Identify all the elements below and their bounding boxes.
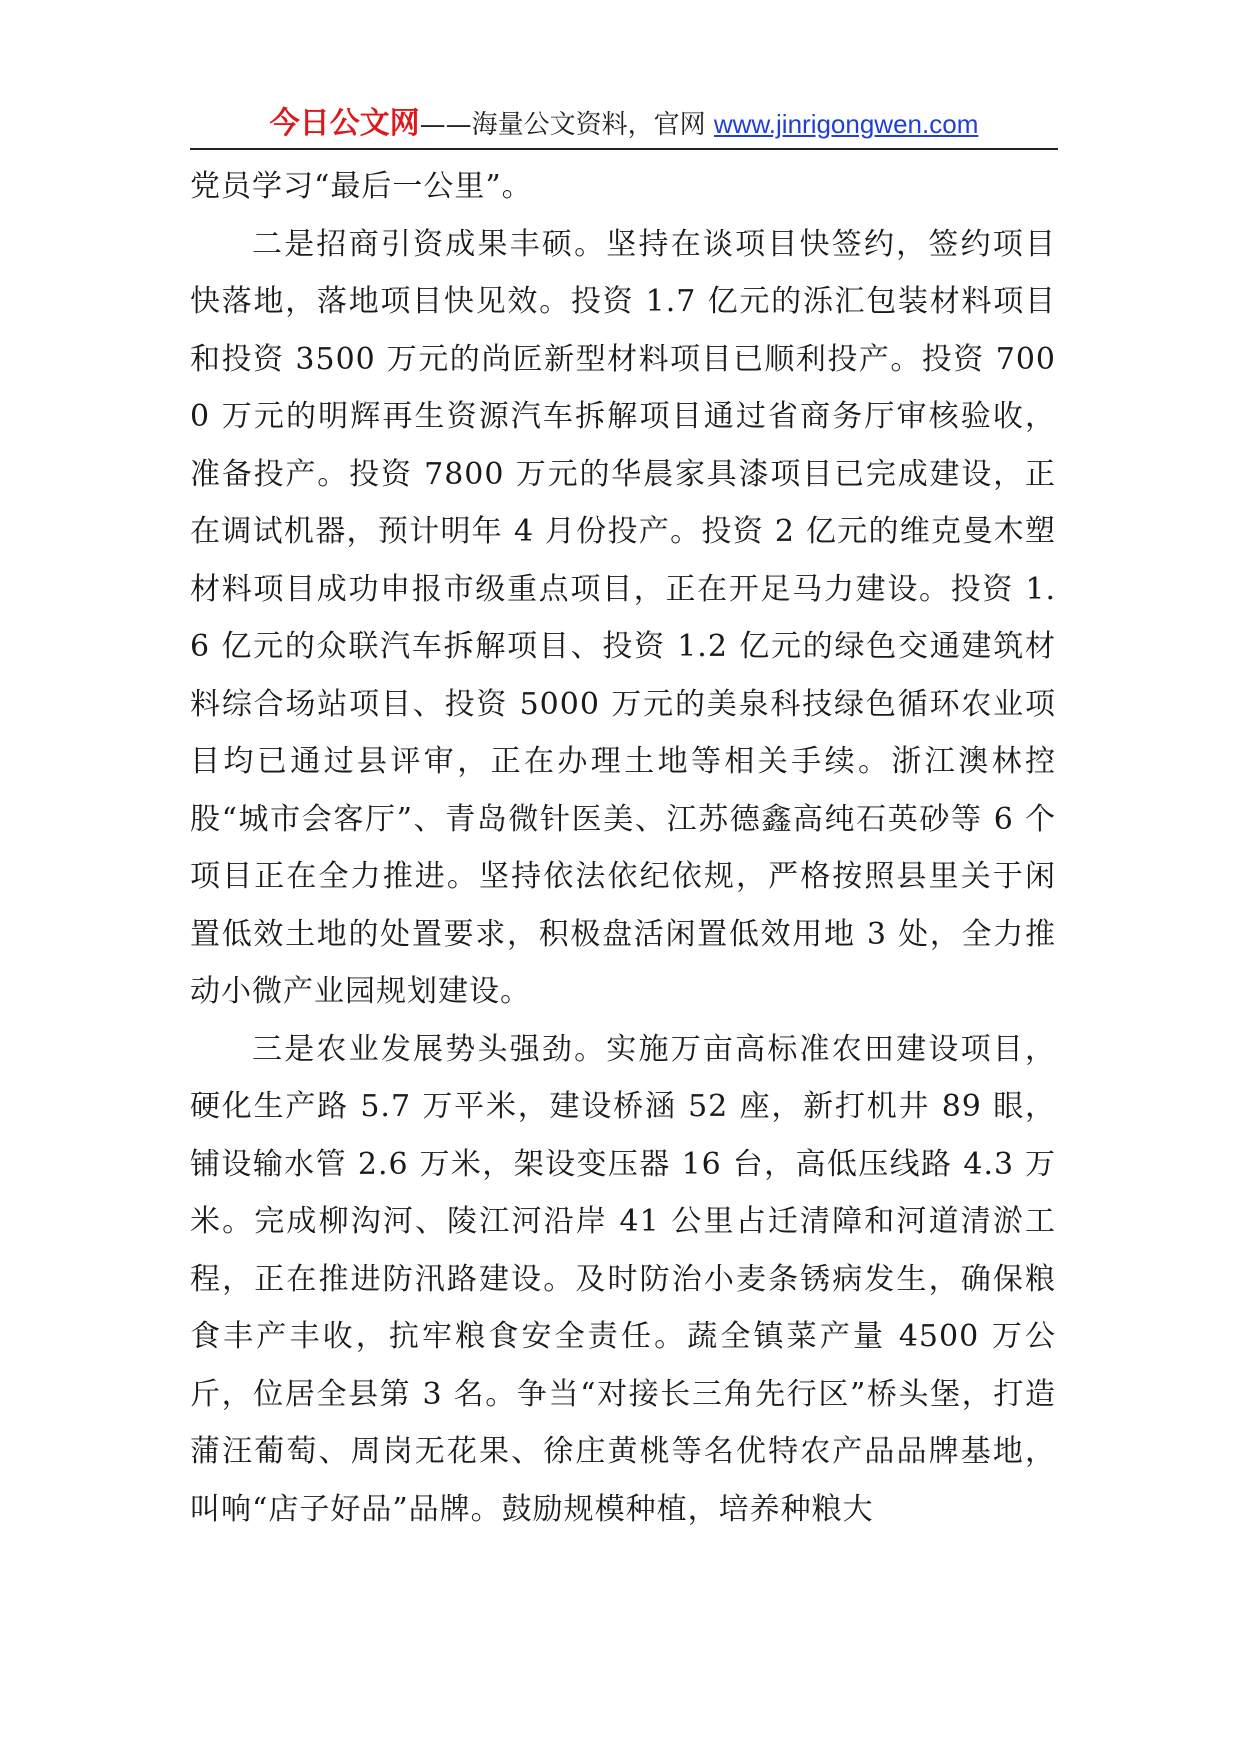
header-line bbox=[270, 104, 979, 145]
page-header bbox=[190, 104, 1058, 150]
brand-name: 今日公文网 bbox=[269, 106, 420, 141]
document-body bbox=[190, 158, 1056, 1538]
header-tagline: 海量公文资料，官网 bbox=[471, 110, 706, 140]
header-dash: —— bbox=[419, 110, 472, 140]
site-url-link[interactable]: www.jinrigongwen.com bbox=[713, 109, 979, 139]
paragraph-investment: 二是招商引资成果丰硕。坚持在谈项目快签约，签约项目快落地，落地项目快见效。投资 1.7 亿元的泺汇包装材料项目和投资 3500 万元的尚匠新型材料项目已顺利投产。投资 7000 万元的明辉再生资源汽车拆解项目通过省商务厅审核验收，准备投产。投资 7800 万元的华晨家具漆项目已完成建设，正在调试机器，预计明年 4 月份投产。投资 2 亿元的维克曼木塑材料项目成功申报市级重点项目，正在开足马力建设。投资 1.6 亿元的众联汽车拆解项目、投资 1.2 亿元的绿色交通建筑材料综合场站项目、投资 5000 万元的美泉科技绿色循环农业项目均已通过县评审，正在办理土地等相关手续。浙江澳林控股“城市会客厅”、青岛微针医美、江苏德鑫高纯石英砂等 6 个项目正在全力推进。坚持依法依纪依规，严格按照县里关于闲置低效土地的处置要求，积极盘活闲置低效用地 3 处，全力推动小微产业园规划建设。 bbox=[190, 226, 1056, 1009]
paragraph-continuation: 党员学习“最后一公里”。 bbox=[190, 169, 533, 204]
paragraph-agriculture: 三是农业发展势头强劲。实施万亩高标准农田建设项目，硬化生产路 5.7 万平米，建设桥涵 52 座，新打机井 89 眼，铺设输水管 2.6 万米，架设变压器 16 台，高低压线路 4.3 万米。完成柳沟河、陵江河沿岸 41 公里占迁清障和河道清淤工程，正在推进防汛路建设。及时防治小麦条锈病发生，确保粮食丰产丰收，抗牢粮食安全责任。蔬全镇菜产量 4500 万公斤，位居全县第 3 名。争当“对接长三角先行区”桥头堡，打造蒲汪葡萄、周岗无花果、徐庄黄桃等名优特农产品品牌基地，叫响“店子好品”品牌。鼓励规模种植，培养种粮大 bbox=[190, 1031, 1056, 1527]
